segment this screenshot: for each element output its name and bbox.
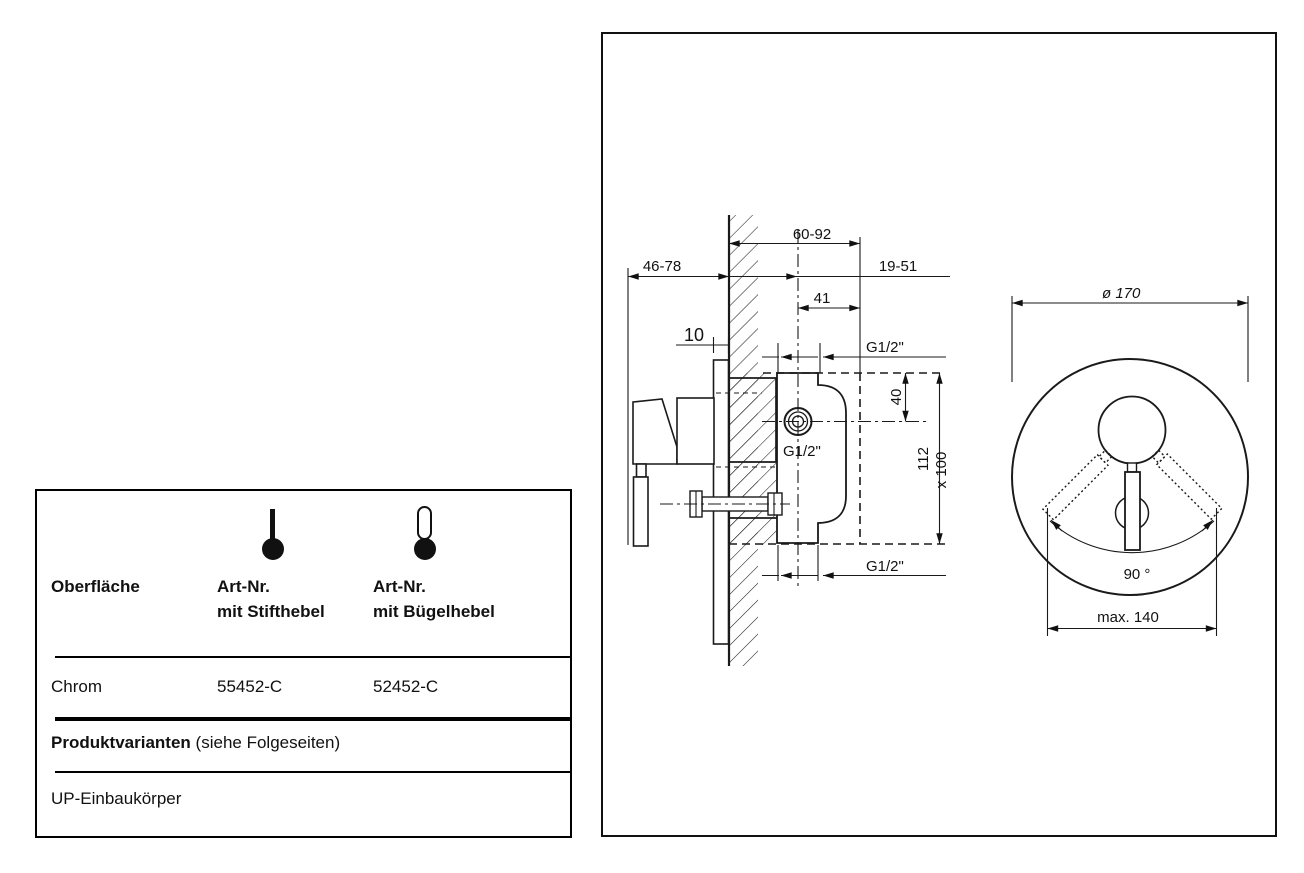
col-header-surface: Oberfläche bbox=[51, 577, 140, 596]
handle-cylinder bbox=[677, 398, 714, 464]
artnr-stift-value: 55452-C bbox=[217, 677, 283, 696]
col-header-artnr-buegel-line2: mit Bügelhebel bbox=[373, 602, 495, 621]
lever-position-right-dashed bbox=[1150, 448, 1221, 519]
front-view bbox=[1012, 285, 1248, 636]
technical-drawing-panel bbox=[600, 31, 1278, 838]
lever-neck-front bbox=[1128, 463, 1137, 472]
lever-neck bbox=[637, 464, 647, 477]
dim-label-41: 41 bbox=[813, 290, 831, 307]
dimension-g12-top bbox=[762, 339, 946, 357]
lever-arm-front bbox=[1125, 472, 1140, 550]
dimension-41 bbox=[798, 290, 860, 308]
divider bbox=[55, 656, 571, 658]
stifthebel-icon bbox=[270, 509, 275, 539]
dim-label-g12-port: G1/2" bbox=[783, 443, 821, 460]
col-header-artnr-buegel-line1: Art-Nr. bbox=[373, 577, 426, 596]
divider-thick bbox=[55, 717, 571, 721]
divider bbox=[55, 771, 571, 773]
dimension-10 bbox=[676, 325, 730, 345]
swing-arc-arrow-left bbox=[1051, 520, 1062, 531]
dimension-19-51 bbox=[729, 258, 950, 277]
handle-rosette-circle bbox=[1099, 397, 1166, 464]
dim-label-g12-top: G1/2" bbox=[866, 339, 904, 356]
lever-handle-side bbox=[633, 398, 714, 546]
handle-cap bbox=[633, 399, 677, 464]
dim-label-g12-bottom: G1/2" bbox=[866, 558, 904, 575]
buegelhebel-icon-ball bbox=[414, 538, 436, 560]
dim-label-19-51: 19-51 bbox=[878, 258, 918, 275]
wall-section bbox=[729, 215, 781, 666]
technical-drawing bbox=[600, 31, 1278, 838]
body-type-note: UP-Einbaukörper bbox=[51, 789, 182, 808]
product-table bbox=[35, 489, 572, 838]
dim-label-46-78: 46-78 bbox=[642, 258, 682, 275]
dim-label-10: 10 bbox=[683, 325, 705, 345]
lever-arm bbox=[634, 477, 649, 546]
dim-label-x100: x 100 bbox=[933, 451, 950, 489]
dim-label-dia-170: ø 170 bbox=[1102, 285, 1141, 302]
dimension-112x100 bbox=[915, 373, 950, 544]
dimension-g12-bottom bbox=[762, 558, 946, 576]
dim-label-60-92: 60-92 bbox=[792, 226, 832, 243]
buegelhebel-icon bbox=[417, 506, 432, 540]
artnr-buegel-value: 52452-C bbox=[373, 677, 439, 696]
col-header-artnr-stift-line2: mit Stifthebel bbox=[217, 602, 325, 621]
dimension-40 bbox=[888, 373, 906, 422]
lever-position-left-dashed bbox=[1043, 448, 1114, 519]
col-header-artnr-stift-line1: Art-Nr. bbox=[217, 577, 270, 596]
dim-label-112: 112 bbox=[915, 447, 932, 471]
surface-value: Chrom bbox=[51, 677, 103, 696]
stifthebel-icon-ball bbox=[262, 538, 284, 560]
dimension-g12-port bbox=[783, 443, 821, 460]
product-variants-note bbox=[51, 733, 340, 753]
dimension-dia-170 bbox=[1012, 285, 1248, 382]
wall-hatch-recess bbox=[729, 373, 776, 545]
side-view bbox=[628, 215, 950, 666]
dim-label-90deg: 90 ° bbox=[1123, 566, 1151, 583]
dim-label-max-140: max. 140 bbox=[1097, 609, 1159, 626]
dim-label-40: 40 bbox=[888, 388, 905, 406]
product-variants-hint: (siehe Folgeseiten) bbox=[195, 733, 341, 752]
dimension-46-78 bbox=[628, 258, 729, 277]
product-variants-label: Produktvarianten bbox=[51, 733, 191, 752]
swing-arc-arrow-right bbox=[1202, 520, 1213, 531]
